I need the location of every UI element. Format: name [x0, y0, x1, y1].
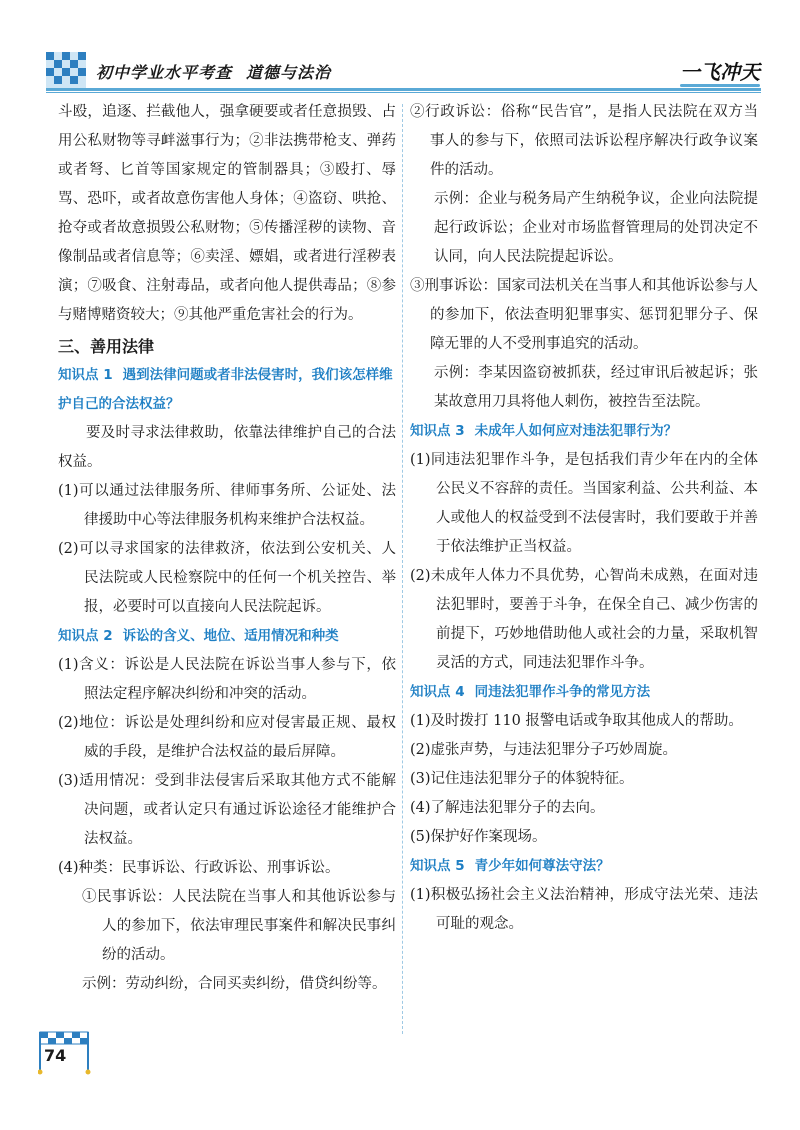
kp4-item-3: (3)记住违法犯罪分子的体貌特征。	[410, 771, 634, 787]
kp3-item-1: (1)同违法犯罪作斗争，是包括我们青少年在内的全体公民义不容辞的责任。当国家利益、公共利益、本人或他人的权益受到不法侵害时，我们要敢于并善于依法维护正当权益。	[410, 452, 758, 555]
kp5-title: 青少年如何尊法守法？	[474, 858, 610, 874]
checker-flag-icon	[46, 52, 86, 88]
kp1-intro: 要及时寻求法律救助，依靠法律维护自己的合法权益。	[58, 425, 396, 470]
page-number: 74	[44, 1046, 67, 1065]
kp1-tag: 知识点 1	[58, 367, 113, 383]
knowledge-point-3-heading	[410, 417, 758, 446]
knowledge-point-5-heading	[410, 852, 758, 881]
civil-lawsuit: ①民事诉讼：人民法院在当事人和其他诉讼参与人的参加下，依法审理民事案件和解决民事纠纷的活动。	[82, 889, 396, 963]
kp5-item-1: (1)积极弘扬社会主义法治精神，形成守法光荣、违法可耻的观念。	[410, 887, 758, 932]
header-divider	[46, 88, 761, 91]
administrative-lawsuit: ②行政诉讼：俗称“民告官”，是指人民法院在双方当事人的参与下，依照司法诉讼程序解决行政争议案件的活动。	[410, 104, 758, 178]
subject-title: 道德与法治	[246, 63, 332, 82]
continuation-paragraph: 斗殴，追逐、拦截他人，强拿硬要或者任意损毁、占用公私财物等寻衅滋事行为；②非法携带枪支、弹药或者弩、匕首等国家规定的管制器具；③殴打、辱骂、恐吓，或者故意伤害他人身体；④盗窃、哄抢、抢夺或者故意损毁公私财物；⑤传播淫秽的读物、音像制品或者信息等；⑥卖淫、嫖娼，或者进行淫秽表演；⑦吸食、注射毒品，或者向他人提供毒品；⑧参与赌博赌资较大；⑨其他严重危害社会的行为。	[58, 104, 396, 323]
header-divider-thin	[46, 92, 761, 93]
kp2-item-3: (3)适用情况：受到非法侵害后采取其他方式不能解决问题，或者认定只有通过诉讼途径才能维护合法权益。	[58, 773, 396, 847]
kp2-item-4: (4)种类：民事诉讼、行政诉讼、刑事诉讼。	[58, 860, 340, 876]
kp2-item-2: (2)地位：诉讼是处理纠纷和应对侵害最正规、最权威的手段，是维护合法权益的最后屏障。	[58, 715, 396, 760]
knowledge-point-2-heading	[58, 622, 396, 651]
page-number-badge	[38, 1030, 98, 1076]
kp1-item-2: (2)可以寻求国家的法律救济，依法到公安机关、人民法院或人民检察院中的任何一个机关控告、举报，必要时可以直接向人民法院起诉。	[58, 541, 396, 615]
civil-lawsuit-example: 示例：劳动纠纷，合同买卖纠纷，借贷纠纷等。	[82, 976, 387, 992]
kp3-title: 未成年人如何应对违法犯罪行为？	[474, 423, 678, 439]
left-column	[58, 98, 396, 999]
kp4-title: 同违法犯罪作斗争的常见方法	[474, 684, 651, 700]
kp2-item-1: (1)含义：诉讼是人民法院在诉讼当事人参与下，依照法定程序解决纠纷和冲突的活动。	[58, 657, 396, 702]
kp4-tag: 知识点 4	[410, 684, 465, 700]
kp2-title: 诉讼的含义、地位、适用情况和种类	[122, 628, 339, 644]
kp3-item-2: (2)未成年人体力不具优势，心智尚未成熟，在面对违法犯罪时，要善于斗争，在保全自己、减少伤害的前提下，巧妙地借助他人或社会的力量，采取机智灵活的方式，同违法犯罪作斗争。	[410, 568, 758, 671]
knowledge-point-1-heading	[58, 361, 396, 419]
kp4-item-5: (5)保护好作案现场。	[410, 829, 547, 845]
kp4-item-1: (1)及时拨打 110 报警电话或争取其他成人的帮助。	[410, 713, 743, 729]
right-column	[410, 98, 758, 939]
section-title: 三、善用法律	[58, 337, 155, 356]
kp3-tag: 知识点 3	[410, 423, 465, 439]
administrative-lawsuit-example: 示例：企业与税务局产生纳税争议，企业向法院提起行政诉讼；企业对市场监督管理局的处罚决定不认同，向人民法院提起诉讼。	[434, 191, 758, 265]
page-header	[0, 0, 800, 100]
kp1-item-1: (1)可以通过法律服务所、律师事务所、公证处、法律援助中心等法律服务机构来维护合法权益。	[58, 483, 396, 528]
book-title: 初中学业水平考查	[96, 63, 233, 82]
criminal-lawsuit-example: 示例：李某因盗窃被抓获，经过审讯后被起诉；张某故意用刀具将他人刺伤，被控告至法院。	[434, 365, 758, 410]
criminal-lawsuit: ③刑事诉讼：国家司法机关在当事人和其他诉讼参与人的参加下，依法查明犯罪事实、惩罚犯罪分子、保障无罪的人不受刑事追究的活动。	[410, 278, 758, 352]
kp5-tag: 知识点 5	[410, 858, 465, 874]
knowledge-point-4-heading	[410, 678, 758, 707]
kp4-item-4: (4)了解违法犯罪分子的去向。	[410, 800, 605, 816]
column-divider	[402, 104, 403, 1034]
header-title	[96, 60, 331, 83]
kp2-tag: 知识点 2	[58, 628, 113, 644]
kp1-title: 遇到法律问题或者非法侵害时，我们该怎样维护自己的合法权益？	[58, 367, 393, 412]
brand-logo: 一飞冲天	[680, 56, 760, 85]
kp4-item-2: (2)虚张声势，与违法犯罪分子巧妙周旋。	[410, 742, 678, 758]
